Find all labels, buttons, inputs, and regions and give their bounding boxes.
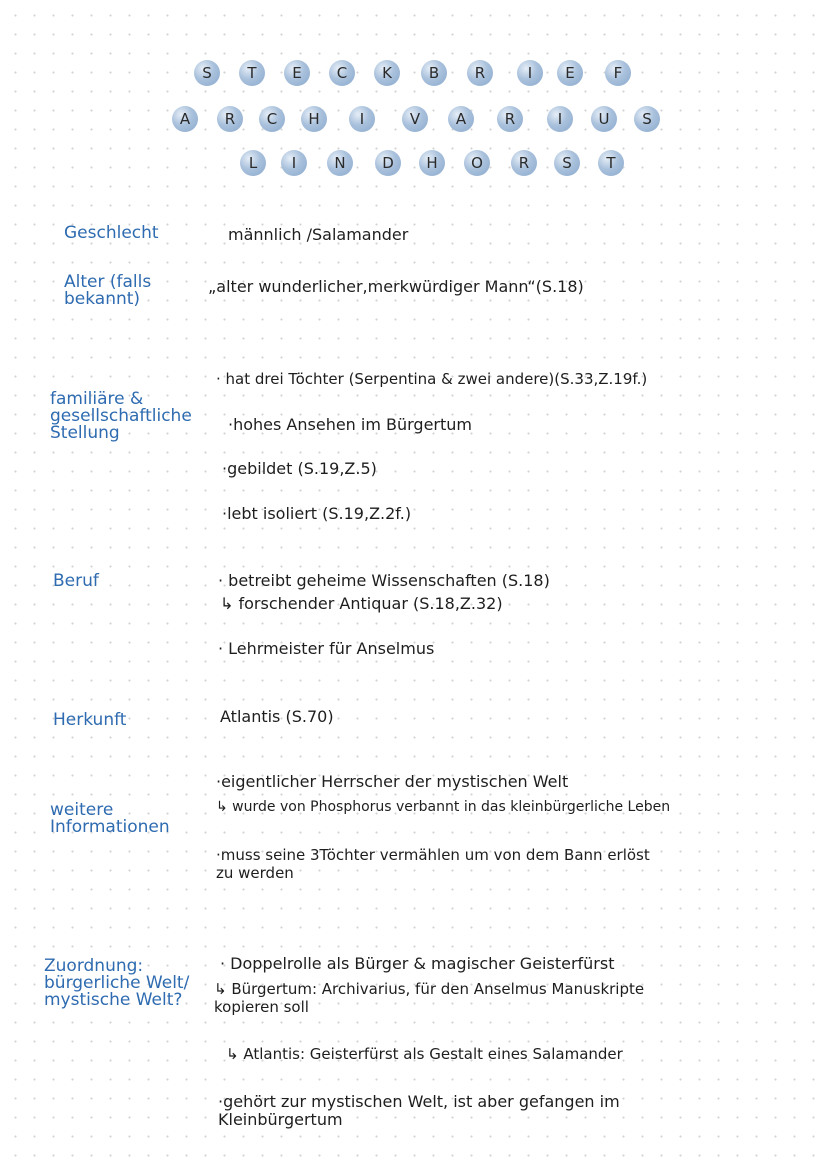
familiaer-item: ·hohes Ansehen im Bürgertum	[228, 415, 473, 434]
title-letter: S	[194, 60, 220, 86]
title-letter: E	[284, 60, 310, 86]
title-letter: A	[172, 106, 198, 132]
alter-label: Alter (falls bekannt)	[64, 272, 152, 309]
zuordnung-item: · Doppelrolle als Bürger & magischer Geisterfürst	[220, 954, 615, 973]
title-letter: R	[497, 106, 523, 132]
weitere-label: weitere Informationen	[50, 800, 170, 837]
familiaer-item: ·lebt isoliert (S.19,Z.2f.)	[222, 504, 412, 523]
title-lindhorst	[0, 150, 828, 180]
alter-value: „alter wunderlicher,merkwürdiger Mann“(S.18)	[208, 277, 584, 296]
beruf-item: ↳ forschender Antiquar (S.18,Z.32)	[220, 594, 503, 613]
herkunft-label: Herkunft	[53, 710, 127, 730]
herkunft-value: Atlantis (S.70)	[220, 707, 334, 726]
weitere-item: ↳ wurde von Phosphorus verbannt in das kleinbürgerliche Leben	[216, 799, 671, 815]
zuordnung-item: ↳ Bürgertum: Archivarius, für den Anselmus Manuskripte kopieren soll	[214, 980, 645, 1016]
zuordnung-item: ↳ Atlantis: Geisterfürst als Gestalt eines Salamander	[226, 1045, 623, 1063]
title-letter: V	[402, 106, 428, 132]
title-letter: C	[259, 106, 285, 132]
zuordnung-item: ·gehört zur mystischen Welt, ist aber gefangen im Kleinbürgertum	[218, 1092, 620, 1129]
familiaer-label: familiäre & gesellschaftliche Stellung	[50, 389, 192, 443]
weitere-item: ·muss seine 3Töchter vermählen um von dem Bann erlöst zu werden	[216, 846, 650, 882]
title-letter: F	[605, 60, 631, 86]
title-letter: K	[374, 60, 400, 86]
beruf-item: · betreibt geheime Wissenschaften (S.18)	[218, 571, 550, 590]
title-letter: H	[301, 106, 327, 132]
geschlecht-label: Geschlecht	[64, 223, 159, 243]
title-letter: S	[554, 150, 580, 176]
title-letter: I	[281, 150, 307, 176]
title-letter: T	[239, 60, 265, 86]
title-letter: D	[375, 150, 401, 176]
beruf-item: · Lehrmeister für Anselmus	[218, 639, 435, 658]
title-steckbrief	[0, 60, 828, 90]
title-letter: E	[557, 60, 583, 86]
title-letter: A	[448, 106, 474, 132]
title-letter: T	[598, 150, 624, 176]
beruf-label: Beruf	[53, 571, 99, 591]
geschlecht-value: männlich /Salamander	[228, 225, 409, 244]
title-letter: O	[464, 150, 490, 176]
title-letter: U	[591, 106, 617, 132]
title-letter: B	[421, 60, 447, 86]
title-letter: C	[329, 60, 355, 86]
title-letter: I	[349, 106, 375, 132]
familiaer-item: ·gebildet (S.19,Z.5)	[222, 459, 377, 478]
title-letter: R	[511, 150, 537, 176]
title-letter: L	[240, 150, 266, 176]
title-letter: R	[467, 60, 493, 86]
weitere-item: ·eigentlicher Herrscher der mystischen Welt	[216, 772, 569, 791]
familiaer-item: · hat drei Töchter (Serpentina & zwei andere)(S.33,Z.19f.)	[216, 370, 648, 388]
title-letter: I	[517, 60, 543, 86]
zuordnung-label: Zuordnung: bürgerliche Welt/ mystische Welt?	[44, 956, 190, 1010]
title-letter: R	[217, 106, 243, 132]
title-letter: H	[419, 150, 445, 176]
title-letter: N	[327, 150, 353, 176]
title-letter: S	[634, 106, 660, 132]
title-letter: I	[547, 106, 573, 132]
title-archivarius	[0, 106, 828, 136]
